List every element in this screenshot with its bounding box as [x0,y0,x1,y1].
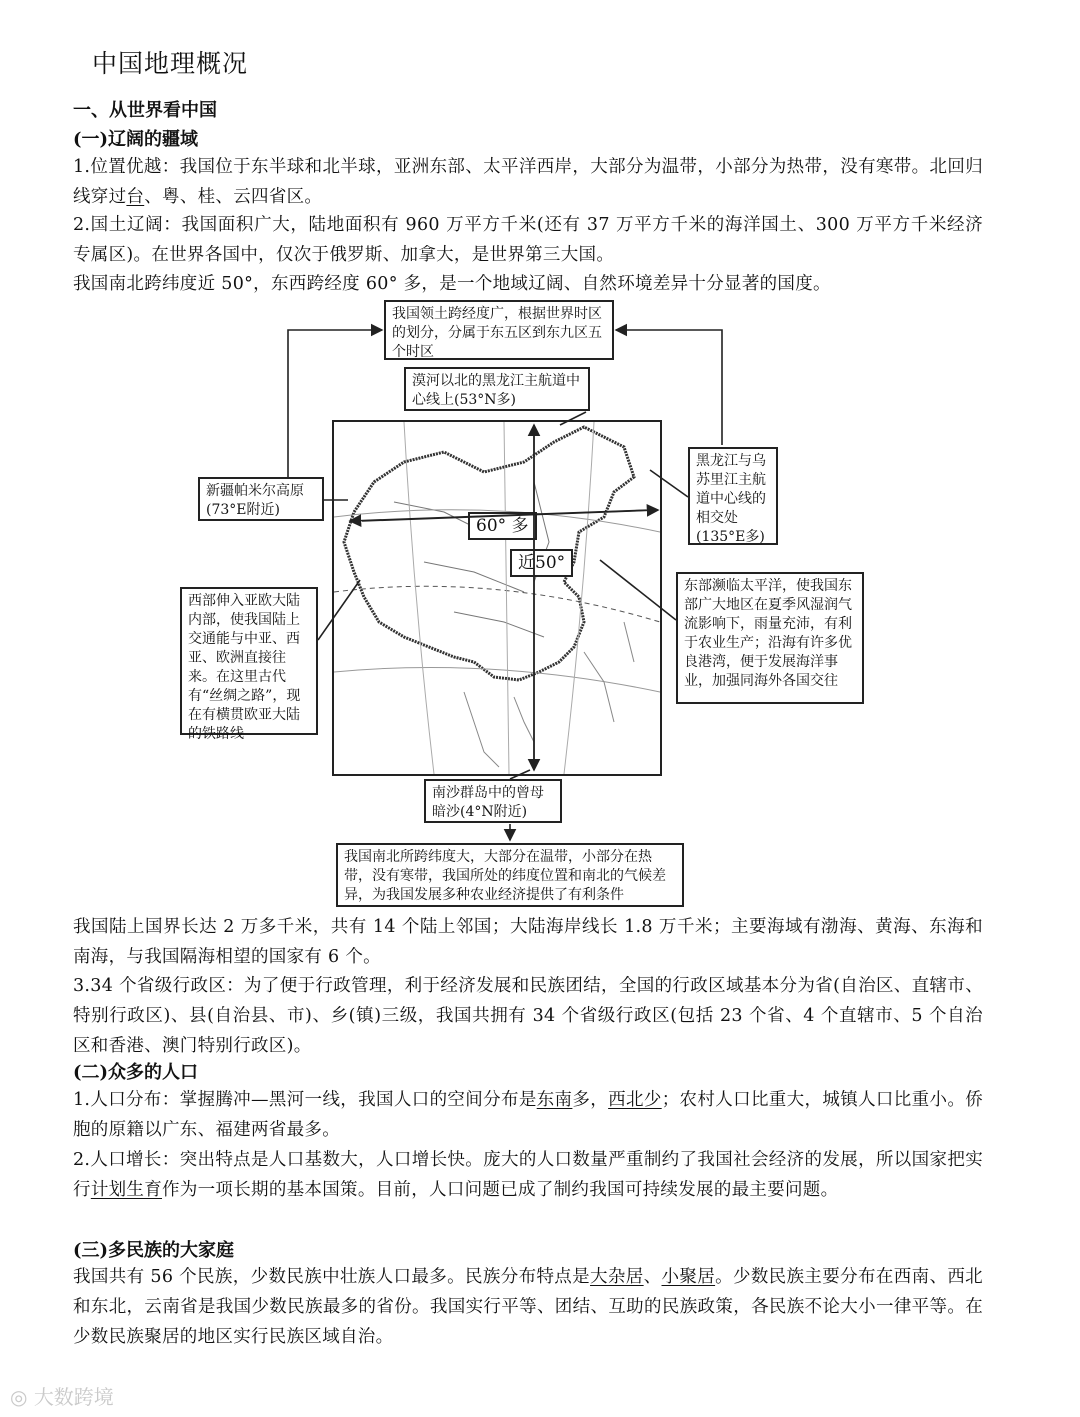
paragraph-ethnic-groups [73,1262,983,1352]
page-title: 中国地理概况 [92,49,249,78]
text: 、 [643,1267,662,1287]
eastern-location-note: 东部濒临太平洋，使我国东部广大地区在夏季风湿润气流影响下，雨量充沛，有利于农业生产；沿海有许多优良港湾，便于发展海洋事业，加强同海外各国交往 [676,572,864,704]
text: 多， [572,1090,609,1110]
western-location-note: 西部伸入亚欧大陆内部，使我国陆上交通能与中亚、西亚、欧洲直接往来。在这里古代有“丝绸之路”，现在有横贯欧亚大陆的铁路线 [180,587,318,735]
easternmost-point-note: 黑龙江与乌苏里江主航道中心线的相交处(135°E多) [688,447,778,545]
underlined-mixed-living: 大杂居 [590,1267,644,1287]
watermark [10,1381,114,1410]
paragraph-provinces: 3.34 个省级行政区：为了便于行政管理，利于经济发展和民族团结，全国的行政区域基本分为省(自治区、直辖市、特别行政区)、县(自治县、市)、乡(镇)三级，我国共拥有 34 个省级行政区(包括 23 个省、4 个直辖市、5 个自治区和香港、澳门特别行政区)。 [73,976,983,1056]
text: 2.人口增长：突出特点是人口基数大，人口增长快。庞大的人口数量严重制约了我国社会经济的发展，所以国家把实行 [73,1150,983,1200]
westernmost-point-note: 新疆帕米尔高原(73°E附近) [198,477,324,521]
subheading-population: (二)众多的人口 [73,1062,199,1083]
northernmost-point-note: 漠河以北的黑龙江主航道中心线上(53°N多) [404,367,590,411]
text: 1.位置优越：我国位于东半球和北半球，亚洲东部、太平洋西岸，大部分为温带，小部分为热带，没有寒带。北回归线穿过 [73,157,983,207]
paragraph-span: 我国南北跨纬度近 50°，东西跨经度 60° 多，是一个地域辽阔、自然环境差异十分显著的国度。 [73,274,831,294]
subheading-territory: (一)辽阔的疆域 [73,129,199,150]
paragraph-population-growth [73,1145,983,1205]
southernmost-point-note: 南沙群岛中的曾母暗沙(4°N附近) [424,779,562,823]
latitude-span-label: 近50° [510,549,573,577]
text: 。少数民族主要分布在西南、西北和东北，云南省是我国少数民族最多的省份。我国实行平等、团结、互助的民族政策，各民族不论大小一律平等。在少数民族聚居的地区实行民族区域自治。 [73,1267,983,1347]
text: 、粤、桂、云四省区。 [144,187,323,207]
watermark-logo-icon: ◎ [10,1385,28,1409]
subheading-ethnic-groups: (三)多民族的大家庭 [73,1240,235,1261]
underlined-northwest: 西北少 [608,1090,662,1110]
text: 作为一项长期的基本国策。目前，人口问题已成了制约我国可持续发展的最主要问题。 [162,1180,839,1200]
text: 1.人口分布：掌握腾冲—黑河一线，我国人口的空间分布是 [73,1090,537,1110]
underlined-southeast: 东南 [536,1090,573,1110]
latitude-summary-note: 我国南北所跨纬度大，大部分在温带，小部分在热带，没有寒带，我国所处的纬度位置和南北的气候差异，为我国发展多种农业经济提供了有利条件 [336,843,684,907]
section-heading-1: 一、从世界看中国 [73,100,217,121]
paragraph-population-distribution [73,1085,983,1145]
longitude-span-label: 60° 多 [468,512,537,540]
text: 我国共有 56 个民族，少数民族中壮族人口最多。民族分布特点是 [73,1267,591,1287]
text: ；农村人口比重大，城镇人口比重小。侨胞的原籍以广东、福建两省最多。 [73,1090,983,1140]
paragraph-borders: 我国陆上国界长达 2 万多千米，共有 14 个陆上邻国；大陆海岸线长 1.8 万千米；主要海域有渤海、黄海、东海和南海，与我国隔海相望的国家有 6 个。 [73,917,983,967]
underlined-family-planning: 计划生育 [90,1180,163,1200]
underlined-small-communities: 小聚居 [661,1267,716,1287]
timezone-note: 我国领土跨经度广，根据世界时区的划分，分属于东五区到东九区五个时区 [384,300,614,360]
underlined-taiwan: 台 [126,187,145,207]
watermark-text: 大数跨境 [33,1385,114,1409]
paragraph-area: 2.国土辽阔：我国面积广大，陆地面积有 960 万平方千米(还有 37 万平方千米的海洋国土、300 万平方千米经济专属区)。在世界各国中，仅次于俄罗斯、加拿大，是世界第三大国。 [73,215,983,265]
